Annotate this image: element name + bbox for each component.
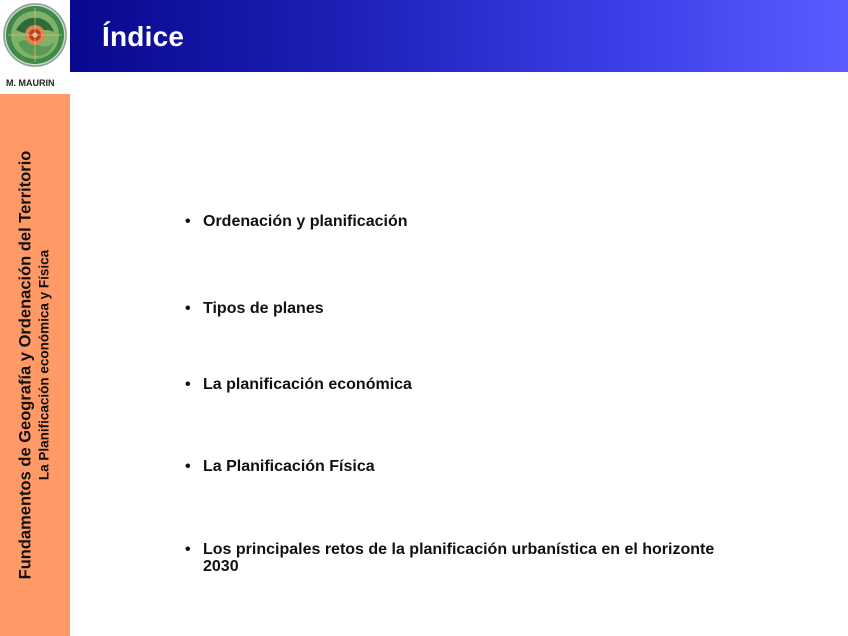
- list-item-text: Los principales retos de la planificación urbanística en el horizonte 2030: [203, 541, 715, 575]
- list-item-text: La planificación económica: [203, 376, 412, 393]
- bullet-icon: •: [185, 300, 191, 317]
- list-item: [185, 376, 745, 394]
- slide-title: Índice: [102, 21, 185, 52]
- author-name: M. MAURIN: [6, 78, 55, 88]
- list-item: [185, 458, 745, 476]
- list-item-text: La Planificación Física: [203, 458, 375, 475]
- bullet-icon: •: [185, 213, 191, 230]
- list-item-text: Ordenación y planificación: [203, 213, 408, 230]
- bullet-icon: •: [185, 376, 191, 393]
- course-subtitle: La Planificación económica y Física: [36, 249, 52, 481]
- list-item: [185, 300, 745, 318]
- list-item: [185, 541, 745, 575]
- bullet-icon: •: [185, 458, 191, 475]
- course-title: Fundamentos de Geografía y Ordenación del Territorio: [16, 150, 35, 580]
- list-item: [185, 213, 745, 231]
- bullet-icon: •: [185, 541, 191, 558]
- list-item-text: Tipos de planes: [203, 300, 324, 317]
